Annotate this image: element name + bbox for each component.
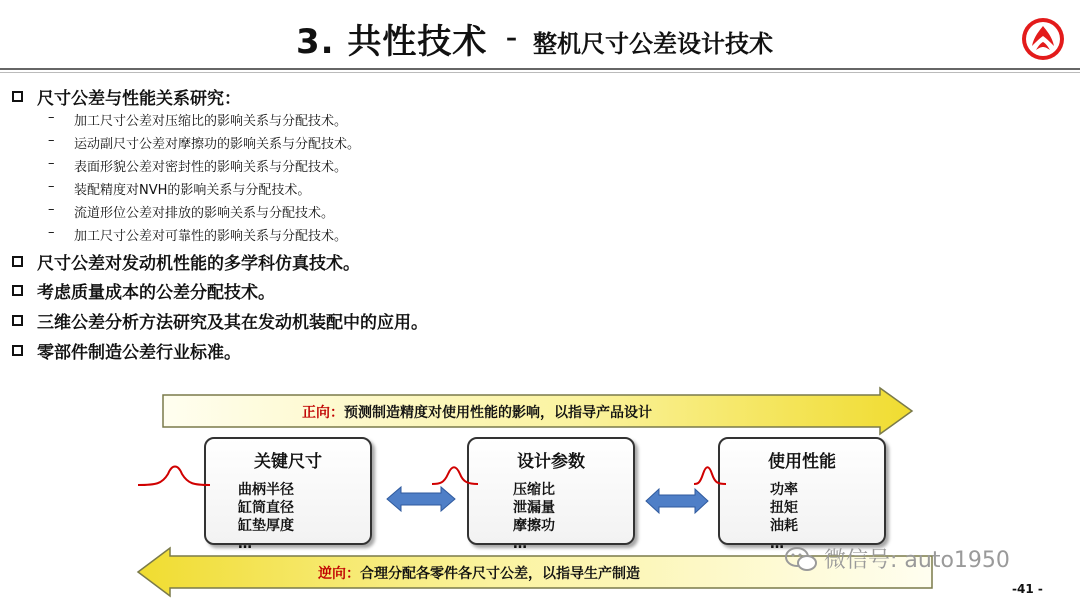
bullet-text: 尺寸公差对发动机性能的多学科仿真技术。 xyxy=(37,254,360,274)
square-bullet-icon xyxy=(12,91,23,102)
bullet-text: 零部件制造公差行业标准。 xyxy=(37,343,241,363)
box-item: … xyxy=(513,536,527,552)
reverse-prefix: 逆向： xyxy=(318,566,360,582)
watermark-text: 微信号: auto1950 xyxy=(824,548,1010,573)
wechat-watermark xyxy=(784,543,1010,574)
bullet-item xyxy=(12,338,241,363)
bullet-item xyxy=(12,278,275,303)
bullet-text: 考虑质量成本的公差分配技术。 xyxy=(37,283,275,303)
square-bullet-icon xyxy=(12,256,23,267)
performance-box xyxy=(718,437,886,552)
bullet-item xyxy=(12,249,360,274)
box-item: … xyxy=(770,536,784,552)
sub-item-text: 装配精度对NVH的影响关系与分配技术。 xyxy=(74,183,311,198)
double-arrow-icon xyxy=(644,486,710,516)
box-item: 功率 xyxy=(770,482,798,498)
page-subtitle: 整机尺寸公差设计技术 xyxy=(533,30,773,58)
box-item: 压缩比 xyxy=(513,482,555,498)
box-title: 设计参数 xyxy=(517,452,585,472)
box-title: 使用性能 xyxy=(768,452,836,472)
bullet-text: 尺寸公差与性能关系研究： xyxy=(37,89,241,109)
box-item: 缸筒直径 xyxy=(238,500,294,516)
sub-item: – 加工尺寸公差对可靠性的影响关系与分配技术。 xyxy=(48,225,348,244)
page-title: 3. 共性技术 xyxy=(296,22,488,62)
sub-item-text: 加工尺寸公差对可靠性的影响关系与分配技术。 xyxy=(74,229,348,244)
square-bullet-icon xyxy=(12,345,23,356)
sub-item-text: 运动副尺寸公差对摩擦功的影响关系与分配技术。 xyxy=(74,137,361,152)
header-divider-thin xyxy=(0,72,1080,73)
sub-item-text: 表面形貌公差对密封性的影响关系与分配技术。 xyxy=(74,160,348,175)
design-parameters-box xyxy=(467,437,635,552)
forward-arrow-label xyxy=(302,402,652,422)
box-title: 关键尺寸 xyxy=(254,452,322,472)
box-item: 扭矩 xyxy=(770,500,798,516)
bullet-item xyxy=(12,84,241,109)
box-item: 泄漏量 xyxy=(513,500,555,516)
sub-item-text: 加工尺寸公差对压缩比的影响关系与分配技术。 xyxy=(74,114,348,129)
forward-prefix: 正向： xyxy=(302,405,344,421)
wechat-icon xyxy=(784,546,818,572)
box-item: 缸垫厚度 xyxy=(238,518,294,534)
box-item: 油耗 xyxy=(770,518,798,534)
bullet-item xyxy=(12,308,428,333)
dongfeng-logo-icon xyxy=(1020,16,1066,62)
distribution-curve-icon xyxy=(692,462,728,488)
sub-item: – 流道形位公差对排放的影响关系与分配技术。 xyxy=(48,202,335,221)
sub-item: – 表面形貌公差对密封性的影响关系与分配技术。 xyxy=(48,156,348,175)
box-item: … xyxy=(238,536,252,552)
sub-item: – 加工尺寸公差对压缩比的影响关系与分配技术。 xyxy=(48,110,348,129)
sub-item-text: 流道形位公差对排放的影响关系与分配技术。 xyxy=(74,206,335,221)
box-item: 曲柄半径 xyxy=(238,482,294,498)
square-bullet-icon xyxy=(12,285,23,296)
reverse-arrow-label xyxy=(318,563,640,583)
header-divider xyxy=(0,68,1080,70)
reverse-text: 合理分配各零件各尺寸公差，以指导生产制造 xyxy=(360,566,640,582)
double-arrow-icon xyxy=(385,484,457,514)
bullet-text: 三维公差分析方法研究及其在发动机装配中的应用。 xyxy=(37,313,428,333)
sub-item: – 运动副尺寸公差对摩擦功的影响关系与分配技术。 xyxy=(48,133,361,152)
key-dimensions-box xyxy=(204,437,372,552)
box-item: 摩擦功 xyxy=(513,518,555,534)
title-separator: – xyxy=(506,26,517,51)
distribution-curve-icon xyxy=(136,460,212,490)
forward-text: 预测制造精度对使用性能的影响，以指导产品设计 xyxy=(344,405,652,421)
square-bullet-icon xyxy=(12,315,23,326)
sub-item: – 装配精度对NVH的影响关系与分配技术。 xyxy=(48,179,311,198)
page-number: -41 - xyxy=(1012,582,1043,596)
